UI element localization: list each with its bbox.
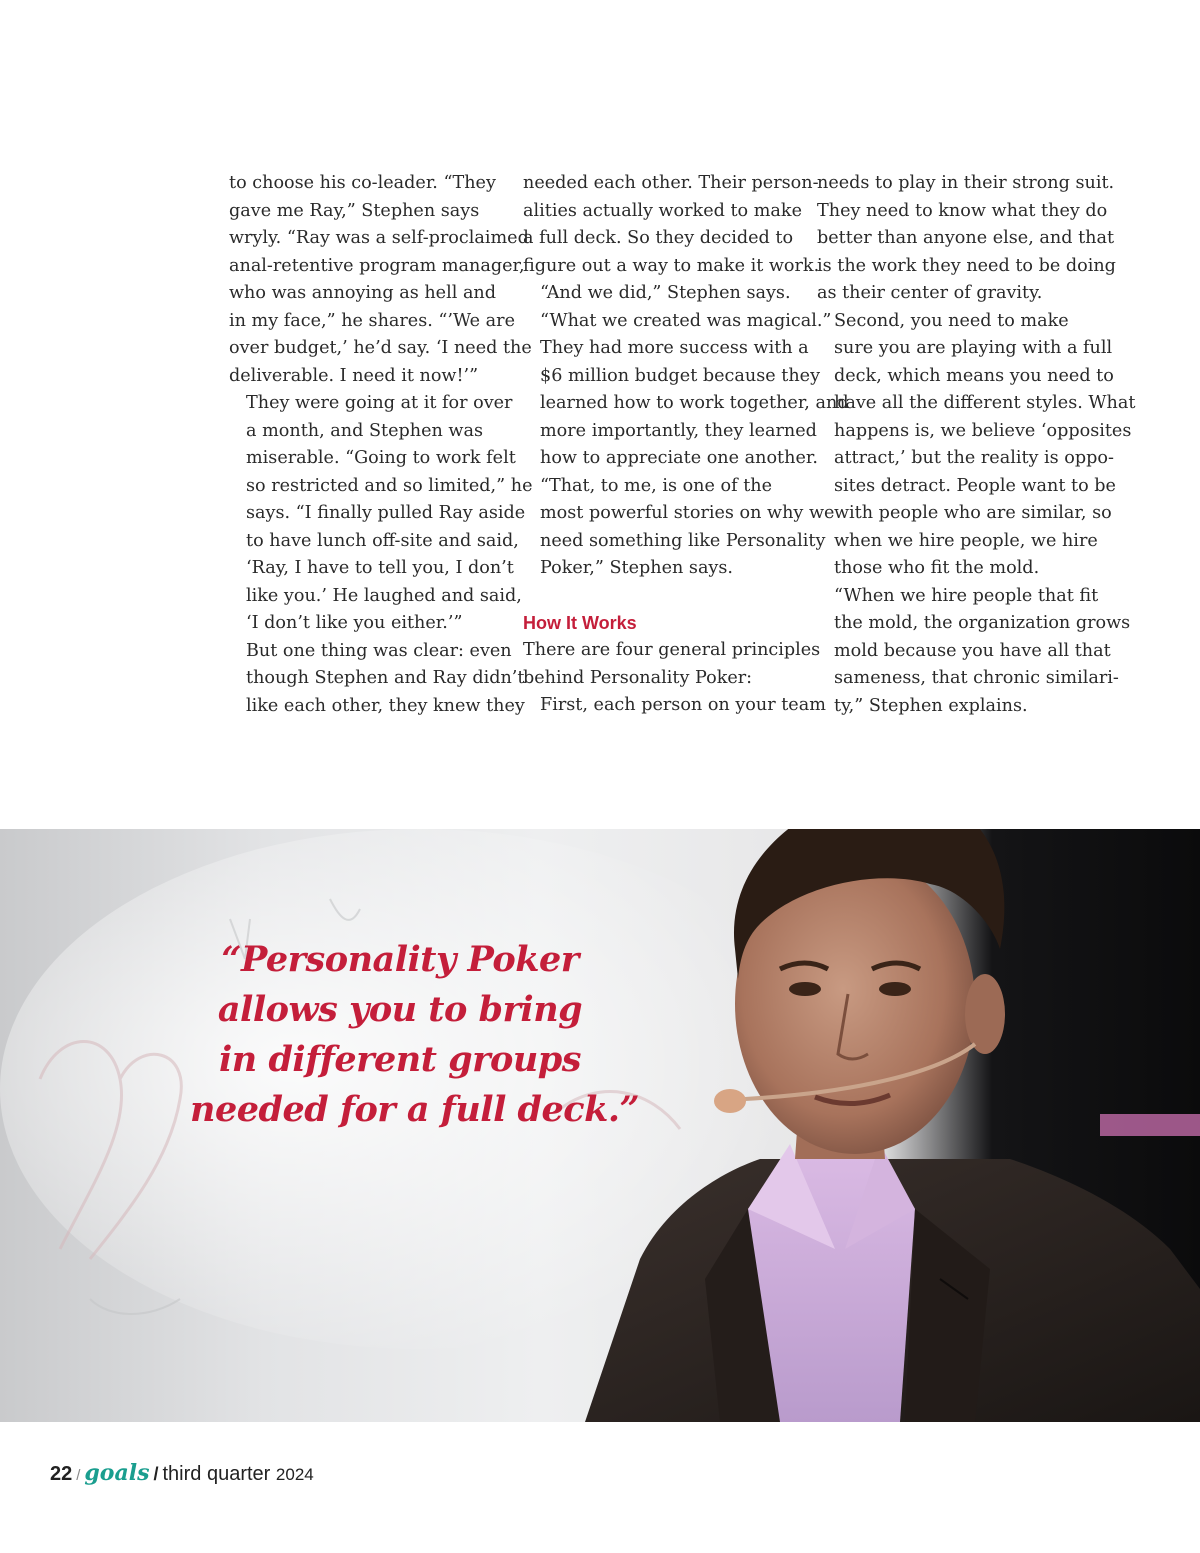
paragraph: Second, you need to make sure you are playing with a full deck, which means you need to have all the different styles. What happens is, we believe ‘opposites attract,’ but the reality is oppo- sites detract. People want to be with people who are similar, so when we hire people, we hire those who fit the mold.: [834, 310, 1136, 578]
paragraph: needs to play in their strong suit. They need to know what they do better than anyone else, and that is the work they need to be doing as their center of gravity.: [817, 173, 1116, 303]
issue-year: 2024: [275, 1465, 314, 1484]
paragraph: They had more success with a $6 million budget because they learned how to work together, and more importantly, they learned how to appreciate one another.: [540, 338, 849, 468]
article-column-3: [817, 170, 1136, 720]
paragraph: “When we hire people that fit the mold, the organization grows mold because you have all that sameness, that chronic similari- ty,” Stephen explains.: [834, 585, 1131, 716]
footer-separator: /: [76, 1467, 81, 1484]
section-subhead: How It Works: [523, 612, 637, 633]
page-footer: [50, 1460, 314, 1486]
paragraph: to choose his co-leader. “They gave me Ray,” Stephen says wryly. “Ray was a self-proclaimed anal-retentive program manager, who was annoying as hell and in my face,” he shares. “’We are over budget,’ he’d say. ‘I need the deliverable. I need it now!’”: [229, 173, 532, 386]
page-number: 22: [50, 1463, 73, 1485]
footer-separator: /: [153, 1464, 159, 1484]
article-column-1: [229, 170, 533, 720]
paragraph: They were going at it for over a month, and Stephen was miserable. “Going to work felt so restricted and so limited,” he says. “I finally pulled Ray aside to have lunch off-site and said, ‘Ray, I have to tell you, I don’t like you.’ He laughed and said, ‘I don’t like you either.’”: [246, 393, 533, 633]
issue-label: third quarter: [162, 1463, 271, 1485]
paragraph: “That, to me, is one of the most powerful stories on why we need something like Personality Poker,” Stephen says.: [540, 475, 835, 578]
paragraph: needed each other. Their person- alities actually worked to make a full deck. So they decided to figure out a way to make it work.: [523, 173, 820, 276]
paragraph: But one thing was clear: even though Stephen and Ray didn’t like each other, they knew they: [246, 640, 525, 716]
article-column-2: [523, 170, 849, 720]
paragraph: There are four general principles behind Personality Poker:: [523, 640, 821, 688]
pull-quote: “Personality Poker allows you to bring in different groups needed for a full deck.”: [190, 939, 640, 1130]
paragraph: “And we did,” Stephen says. “What we created was magical.”: [540, 283, 832, 331]
paragraph: First, each person on your team: [540, 695, 826, 715]
magazine-logo: goals: [84, 1460, 150, 1486]
